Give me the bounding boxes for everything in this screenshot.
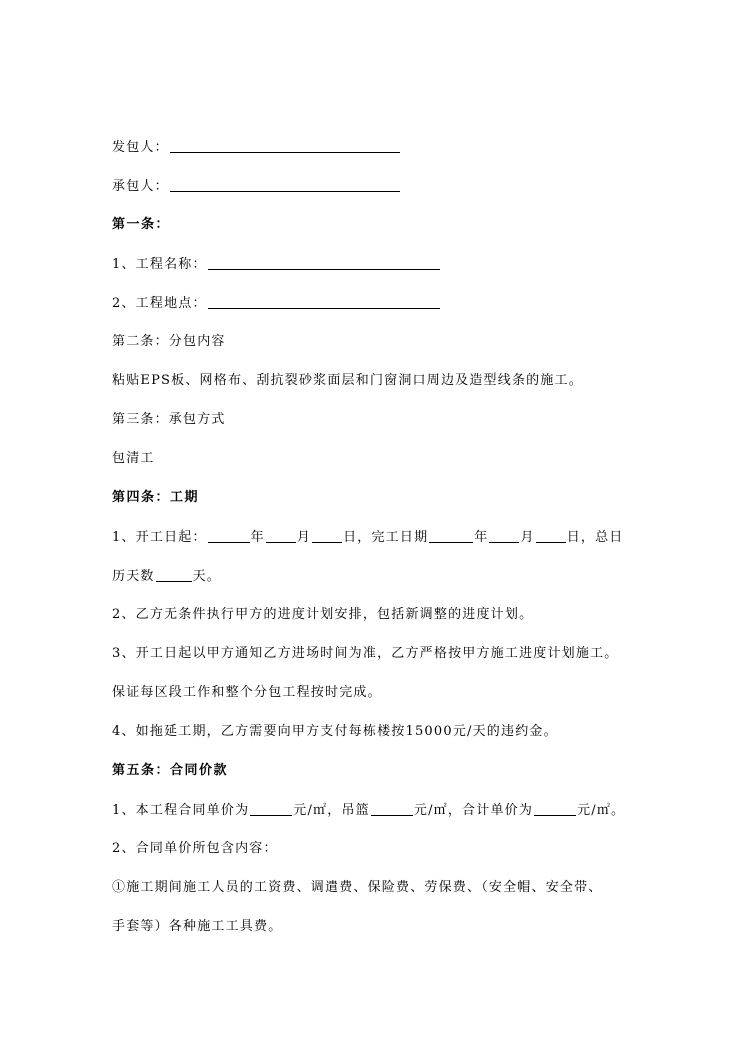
article5-title: 第五条：合同价款 — [112, 763, 229, 778]
calendar-days-blank[interactable] — [156, 567, 192, 582]
project-location-label: 2、工程地点： — [112, 296, 207, 311]
article4-item2: 2、乙方无条件执行甲方的进度计划安排，包括新调整的进度计划。 — [112, 607, 534, 622]
article4-item4: 4、如拖延工期，乙方需要向甲方支付每栋楼按15000元/天的违约金。 — [112, 724, 558, 739]
total-price-blank[interactable] — [534, 801, 576, 816]
article4-title: 第四条：工期 — [112, 490, 200, 505]
end-year-label: 年 — [474, 530, 489, 545]
total-price-label: 元/㎡，合计单价为 — [413, 803, 534, 818]
article4-item1-line2 — [112, 567, 221, 586]
project-name-label: 1、工程名称： — [112, 257, 207, 272]
project-name-line — [112, 255, 441, 274]
employer-blank[interactable] — [170, 138, 400, 153]
article4-item3-line2: 保证每区段工作和整个分包工程按时完成。 — [112, 685, 382, 700]
project-name-blank[interactable] — [208, 255, 440, 270]
start-year-blank[interactable] — [208, 528, 250, 543]
total-price-unit: 元/㎡。 — [577, 803, 626, 818]
article5-item2-1-line2: 手套等）各种施工工具费。 — [112, 919, 283, 934]
project-location-blank[interactable] — [208, 294, 440, 309]
start-year-label: 年 — [250, 530, 265, 545]
end-month-label: 月 — [520, 530, 535, 545]
end-month-blank[interactable] — [489, 528, 519, 543]
article5-item1 — [112, 801, 625, 820]
days-unit: 天。 — [192, 569, 222, 584]
end-year-blank[interactable] — [429, 528, 473, 543]
project-location-line — [112, 294, 441, 313]
calendar-days-label: 历天数 — [112, 569, 155, 584]
article2-title: 第二条：分包内容 — [112, 334, 226, 349]
gondola-label: 元/㎡，吊篮 — [293, 803, 370, 818]
employer-label: 发包人： — [112, 140, 169, 155]
gondola-price-blank[interactable] — [371, 801, 413, 816]
employer-line — [112, 138, 401, 157]
contractor-line — [112, 177, 401, 196]
article1-title: 第一条： — [112, 217, 171, 232]
unit-price-label: 1、本工程合同单价为 — [112, 803, 250, 818]
article5-item2: 2、合同单价所包含内容： — [112, 841, 278, 856]
start-day-blank[interactable] — [312, 528, 342, 543]
contractor-label: 承包人： — [112, 179, 169, 194]
total-days-label: 日，总日 — [566, 530, 624, 545]
start-month-blank[interactable] — [266, 528, 296, 543]
contractor-blank[interactable] — [170, 177, 400, 192]
article3-body: 包清工 — [112, 451, 155, 466]
article4-item3-line1: 3、开工日起以甲方通知乙方进场时间为准，乙方严格按甲方施工进度计划施工。 — [112, 646, 619, 661]
unit-price-blank[interactable] — [250, 801, 292, 816]
start-date-label: 1、开工日起： — [112, 530, 207, 545]
start-month-label: 月 — [296, 530, 312, 545]
end-date-label: 日，完工日期 — [343, 530, 429, 545]
article4-item1-line1 — [112, 528, 624, 547]
article3-title: 第三条：承包方式 — [112, 412, 226, 427]
end-day-blank[interactable] — [536, 528, 566, 543]
article2-body: 粘贴EPS板、网格布、刮抗裂砂浆面层和门窗洞口周边及造型线条的施工。 — [112, 373, 583, 388]
article5-item2-1-line1: ①施工期间施工人员的工资费、调遣费、保险费、劳保费、（安全帽、安全带、 — [112, 880, 603, 895]
